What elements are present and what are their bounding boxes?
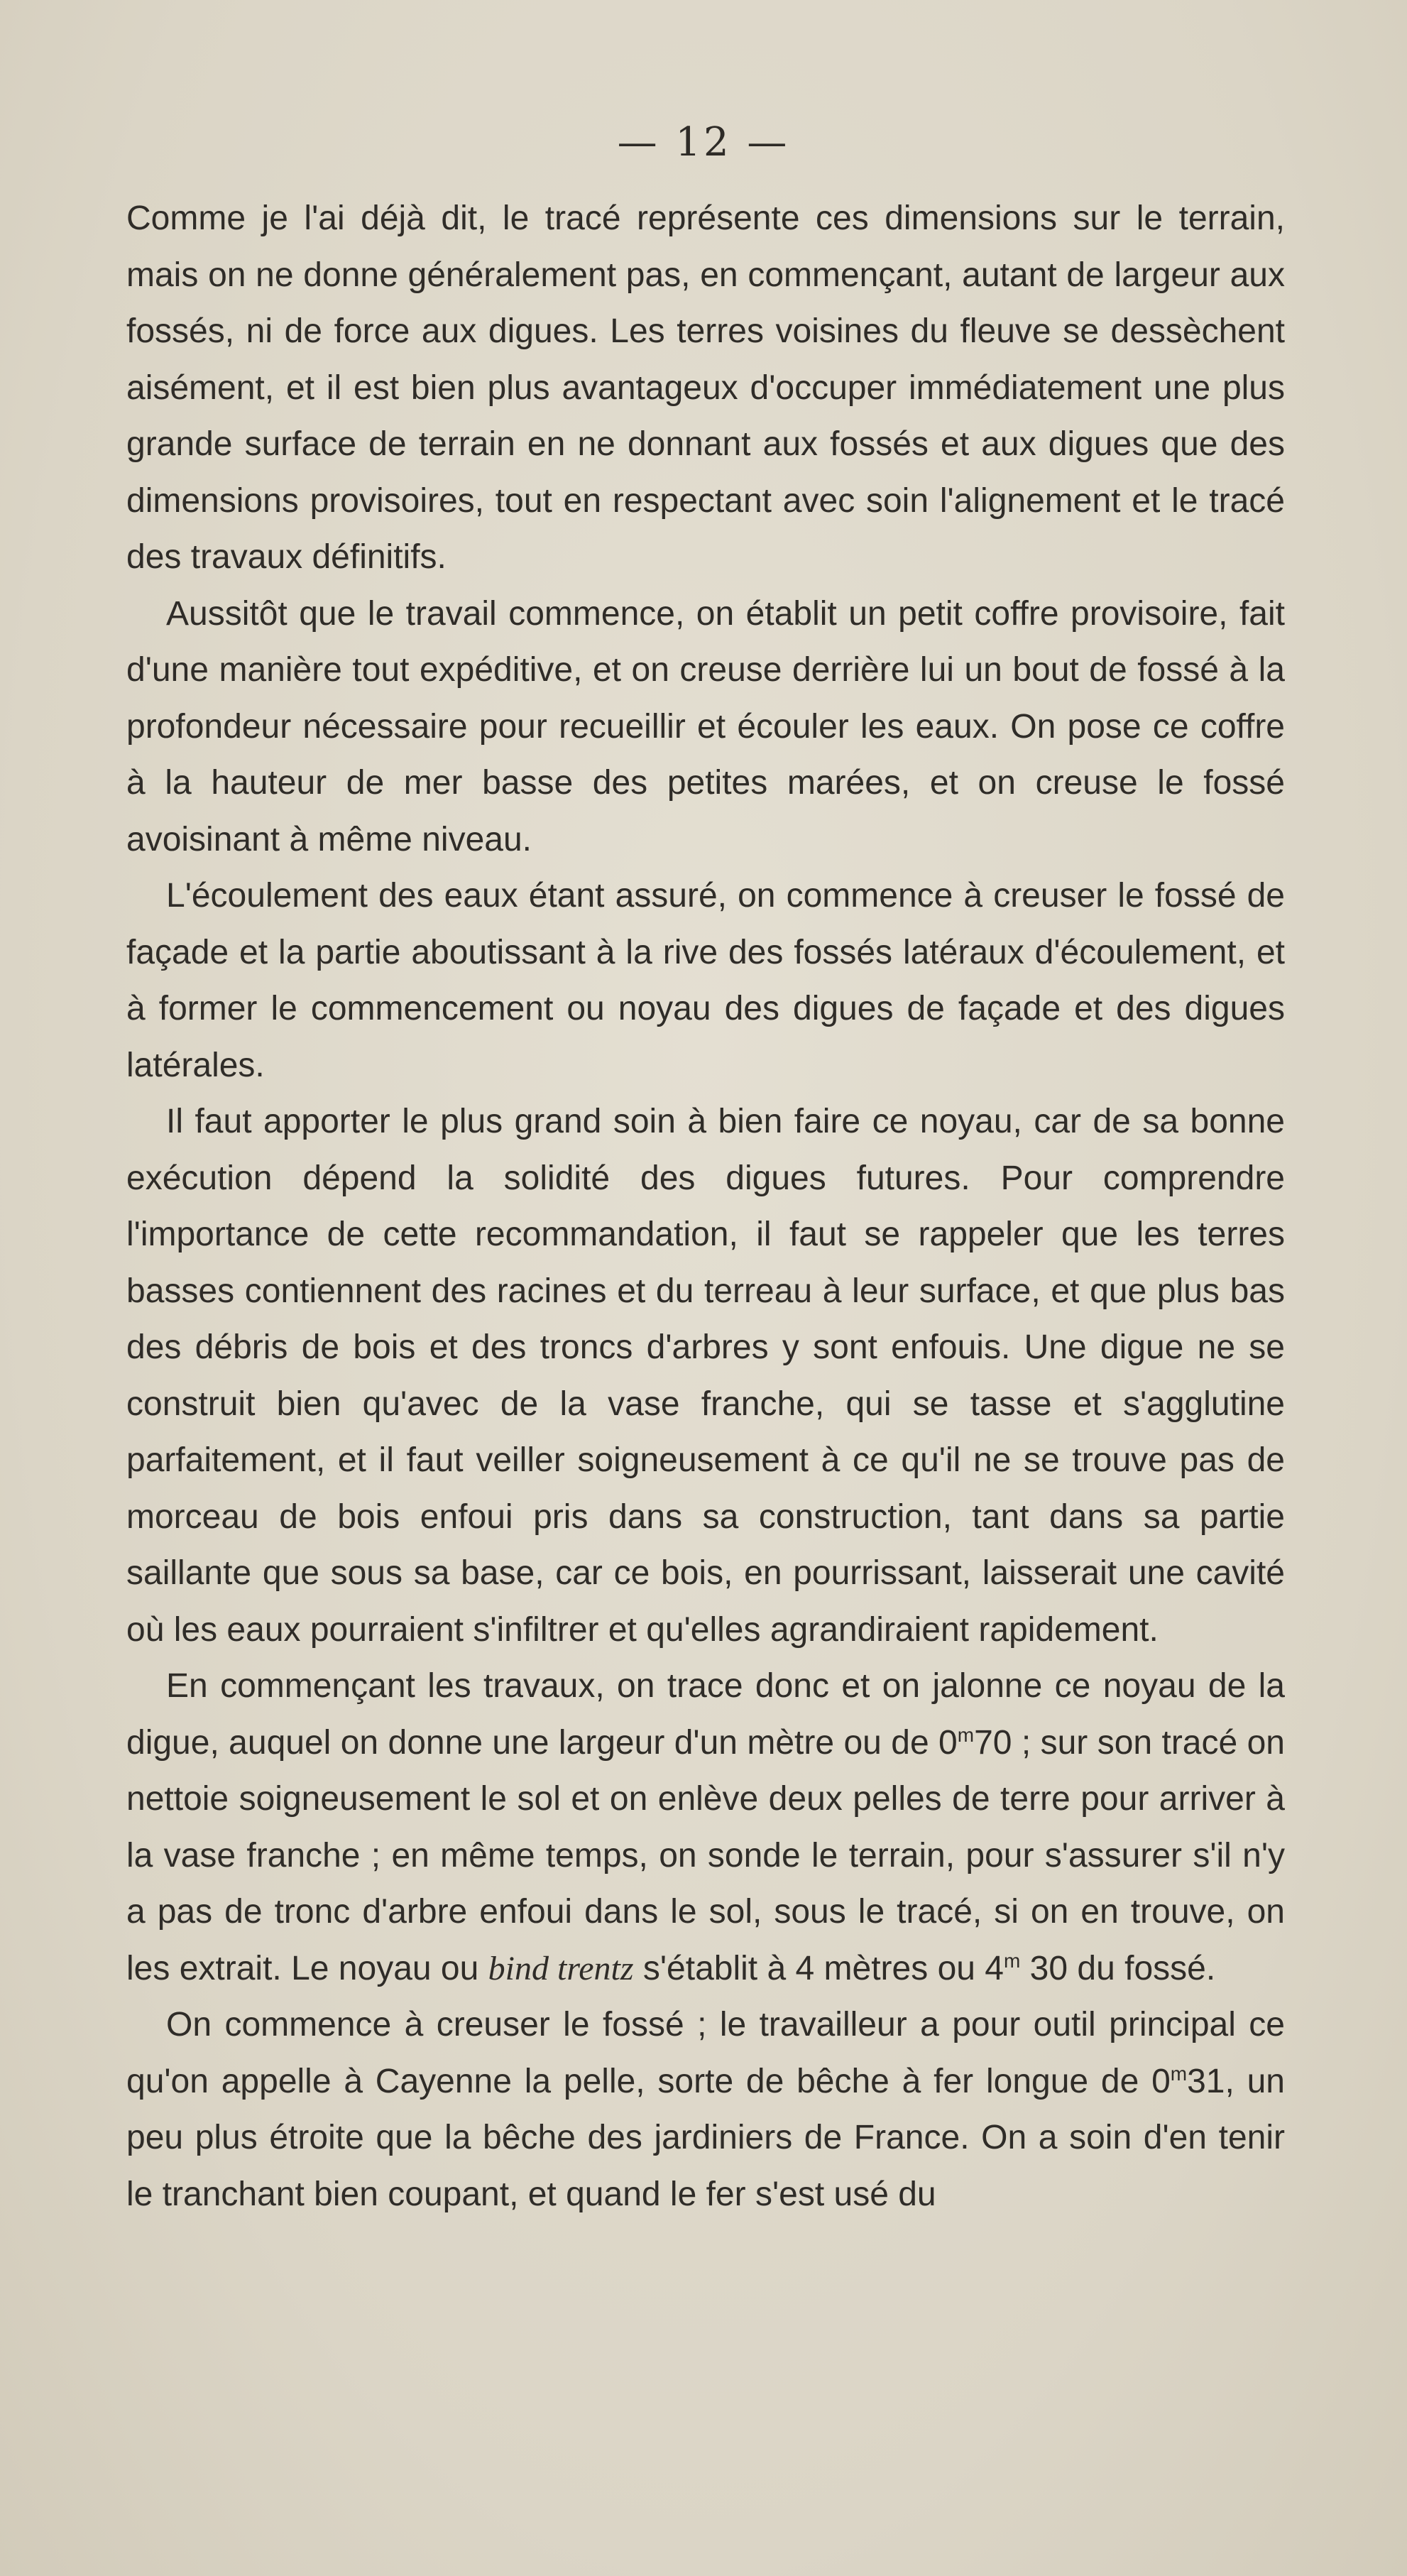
paragraph-2: Aussitôt que le travail commence, on établit un petit coffre provisoire, fait d'une manière tout expéditive, et on creuse derrière lui un bout de fossé à la profondeur nécessaire pour recueillir et écouler les eaux. On pose ce coffre à la hauteur de mer basse des petites marées, et on creuse le fossé avoisinant à même niveau. bbox=[126, 594, 1285, 858]
paragraph-4: Il faut apporter le plus grand soin à bien faire ce noyau, car de sa bonne exécution dépend la solidité des digues futures. Pour comprendre l'importance de cette recommandation, il faut se rappeler que les terres basses contiennent des racines et du terreau à leur surface, et que plus bas des débris de bois et des troncs d'arbres y sont enfouis. Une digue ne se construit bien qu'avec de la vase franche, qui se tasse et s'agglutine parfaitement, et il faut veiller soigneusement à ce qu'il ne se trouve pas de morceau de bois enfoui pris dans sa construction, tant dans sa partie saillante que sous sa base, car ce bois, en pourrissant, laisserait une cavité où les eaux pourraient s'infiltrer et qu'elles agrandiraient rapidement. bbox=[126, 1103, 1285, 1649]
paragraph-5-text: s'établit à 4 mètres ou 4 bbox=[633, 1949, 1004, 1987]
paragraph-5-text: 70 ; sur son tracé on nettoie soigneusement le sol et on enlève deux pelles de terre pour arriver à la vase franche ; en même temps, on sonde le terrain, pour s'assurer s'il n'y a pas de tronc d'arbre enfoui dans le sol, sous le tracé, si on en trouve, on les extrait. Le noyau ou bbox=[126, 1723, 1285, 1987]
paragraph-3: L'écoulement des eaux étant assuré, on commence à creuser le fossé de façade et la partie aboutissant à la rive des fossés latéraux d'écoulement, et à former le commencement ou noyau des digues de façade et des digues latérales. bbox=[126, 877, 1285, 1084]
paragraph-5 bbox=[126, 1658, 1285, 1997]
paragraph-6-text: On commence à creuser le fossé ; le travailleur a pour outil principal ce qu'on appelle à Cayenne la pelle, sorte de bêche à fer longue de 0 bbox=[126, 2006, 1285, 2100]
italic-term: bind trentz bbox=[488, 1949, 634, 1987]
paragraph-5-text: 30 du fossé. bbox=[1020, 1949, 1216, 1987]
paragraph-6 bbox=[126, 1997, 1285, 2222]
paragraph-5-text: En commençant les travaux, on trace donc et on jalonne ce noyau de la digue, auquel on donne une largeur d'un mètre ou de 0 bbox=[126, 1667, 1285, 1762]
page-number: — 12 — bbox=[617, 119, 790, 165]
body-text bbox=[126, 190, 1285, 2222]
unit-superscript: m bbox=[957, 1723, 975, 1746]
unit-superscript: m bbox=[1170, 2062, 1188, 2085]
unit-superscript: m bbox=[1003, 1949, 1021, 1972]
paragraph-6-text: 31, un peu plus étroite que la bêche des jardiniers de France. On a soin d'en tenir le tranchant bien coupant, et quand le fer s'est usé du bbox=[126, 2062, 1285, 2213]
paragraph-1: Comme je l'ai déjà dit, le tracé représente ces dimensions sur le terrain, mais on ne donne généralement pas, en commençant, autant de largeur aux fossés, ni de force aux digues. Les terres voisines du fleuve se dessèchent aisément, et il est bien plus avantageux d'occuper immédiatement une plus grande surface de terrain en ne donnant aux fossés et aux digues que des dimensions provisoires, tout en respectant avec soin l'alignement et le tracé des travaux définitifs. bbox=[126, 200, 1285, 576]
